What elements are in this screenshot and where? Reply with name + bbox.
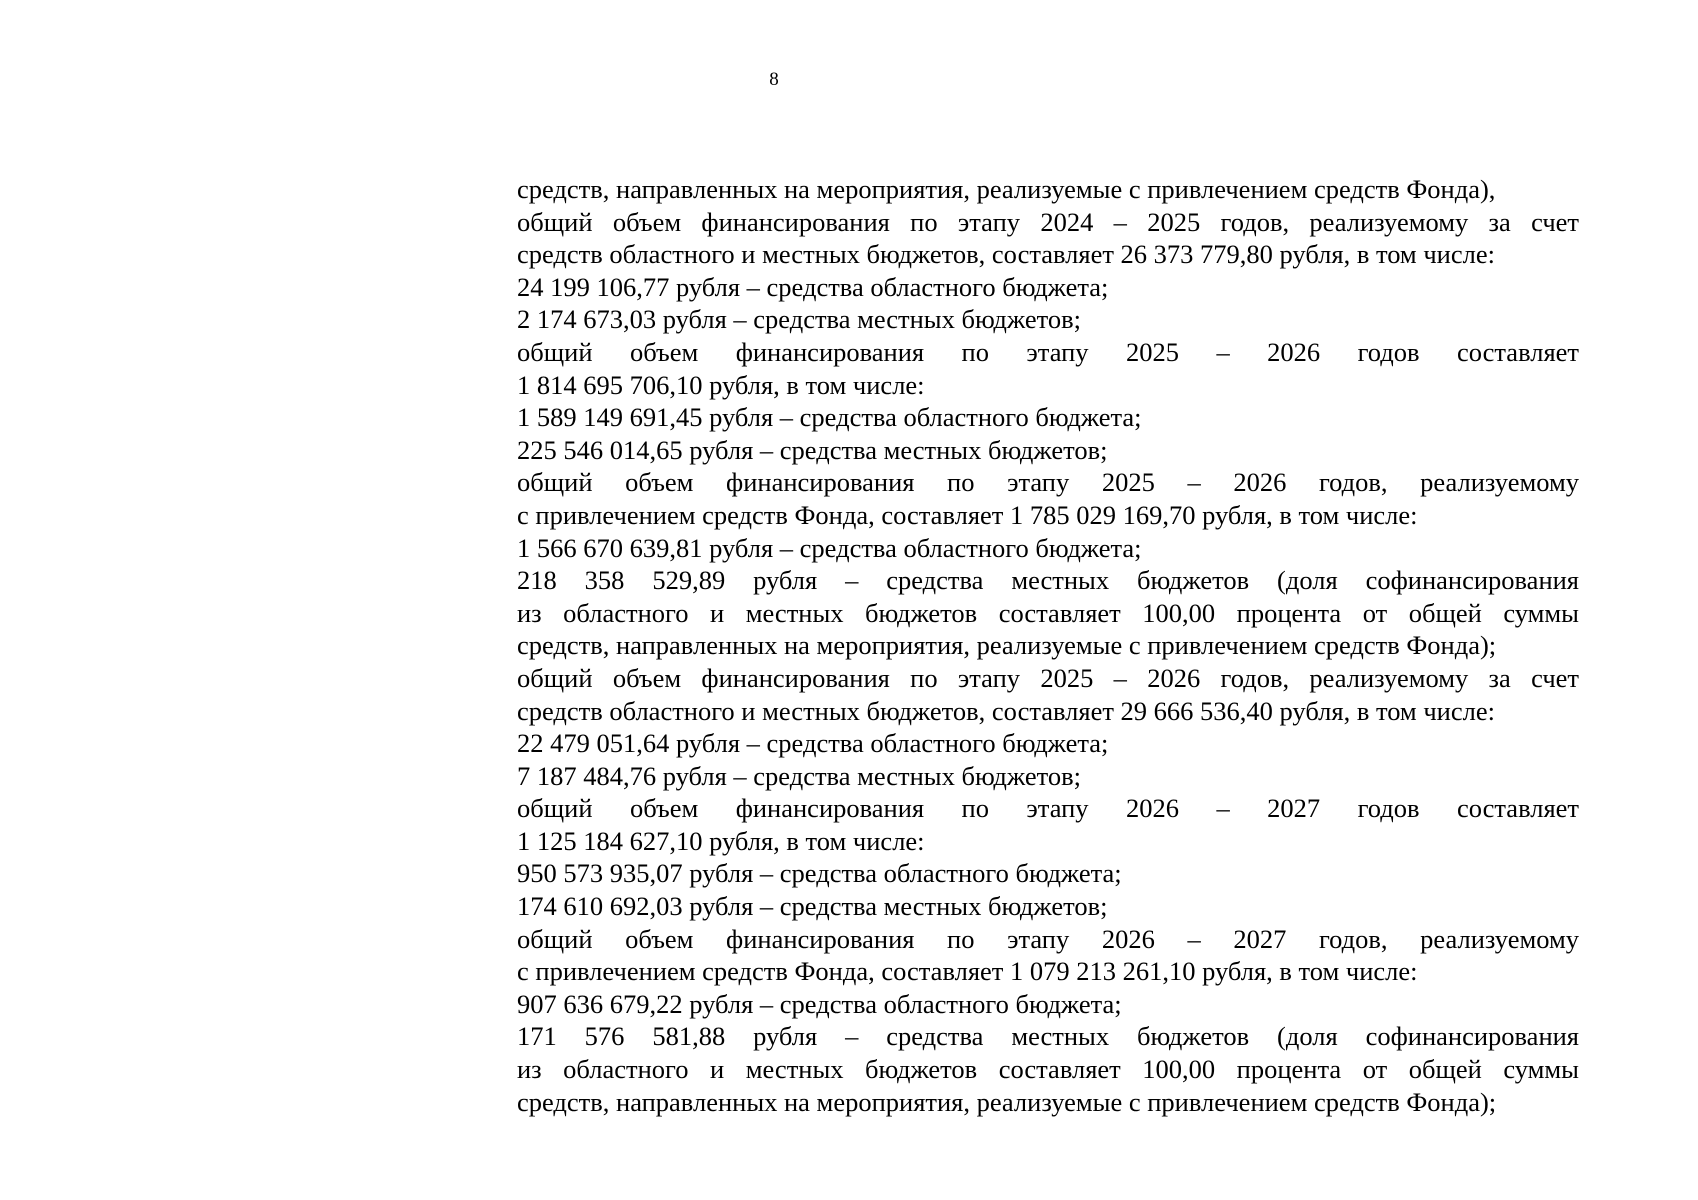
text-line: 1 125 184 627,10 рубля, в том числе: [517, 825, 925, 856]
text-line: 24 199 106,77 рубля – средства областного бюджета; [517, 271, 1109, 302]
text-line: средств областного и местных бюджетов, составляет 26 373 779,80 рубля, в том числе: [517, 239, 1495, 270]
document-body [517, 173, 1579, 1118]
text-line: 22 479 051,64 рубля – средства областного бюджета; [517, 728, 1109, 759]
text-line: из областного и местных бюджетов составляет 100,00 процента от общей суммы [517, 597, 1579, 628]
text-line: общий объем финансирования по этапу 2025 – 2026 годов, реализуемому за счет [517, 662, 1579, 693]
text-line: 1 814 695 706,10 рубля, в том числе: [517, 369, 925, 400]
text-line: из областного и местных бюджетов составляет 100,00 процента от общей суммы [517, 1054, 1579, 1085]
page-number-text: 8 [769, 69, 779, 90]
text-line: 7 187 484,76 рубля – средства местных бюджетов; [517, 760, 1081, 791]
text-line: 171 576 581,88 рубля – средства местных бюджетов (доля софинансирования [517, 1021, 1579, 1052]
text-line: с привлечением средств Фонда, составляет 1 079 213 261,10 рубля, в том числе: [517, 956, 1418, 987]
text-line: общий объем финансирования по этапу 2025 – 2026 годов составляет [517, 336, 1579, 367]
text-line: общий объем финансирования по этапу 2026 – 2027 годов, реализуемому [517, 923, 1579, 954]
text-line: общий объем финансирования по этапу 2025 – 2026 годов, реализуемому [517, 467, 1579, 498]
text-line: с привлечением средств Фонда, составляет 1 785 029 169,70 рубля, в том числе: [517, 499, 1418, 530]
text-line: средств областного и местных бюджетов, составляет 29 666 536,40 рубля, в том числе: [517, 695, 1495, 726]
text-line: 1 566 670 639,81 рубля – средства областного бюджета; [517, 532, 1142, 563]
text-line: 225 546 014,65 рубля – средства местных бюджетов; [517, 434, 1108, 465]
text-line: 174 610 692,03 рубля – средства местных бюджетов; [517, 891, 1108, 922]
text-line: 950 573 935,07 рубля – средства областного бюджета; [517, 858, 1122, 889]
text-line: 218 358 529,89 рубля – средства местных бюджетов (доля софинансирования [517, 565, 1579, 596]
text-line: общий объем финансирования по этапу 2026 – 2027 годов составляет [517, 793, 1579, 824]
text-line: 1 589 149 691,45 рубля – средства областного бюджета; [517, 402, 1142, 433]
page-number [0, 68, 1698, 92]
text-line: средств, направленных на мероприятия, реализуемые с привлечением средств Фонда); [517, 630, 1497, 661]
text-line: общий объем финансирования по этапу 2024 – 2025 годов, реализуемому за счет [517, 206, 1579, 237]
text-line: средств, направленных на мероприятия, реализуемые с привлечением средств Фонда), [517, 174, 1496, 204]
text-line: 907 636 679,22 рубля – средства областного бюджета; [517, 988, 1122, 1019]
text-line: средств, направленных на мероприятия, реализуемые с привлечением средств Фонда); [517, 1086, 1497, 1117]
text-line: 2 174 673,03 рубля – средства местных бюджетов; [517, 304, 1081, 335]
